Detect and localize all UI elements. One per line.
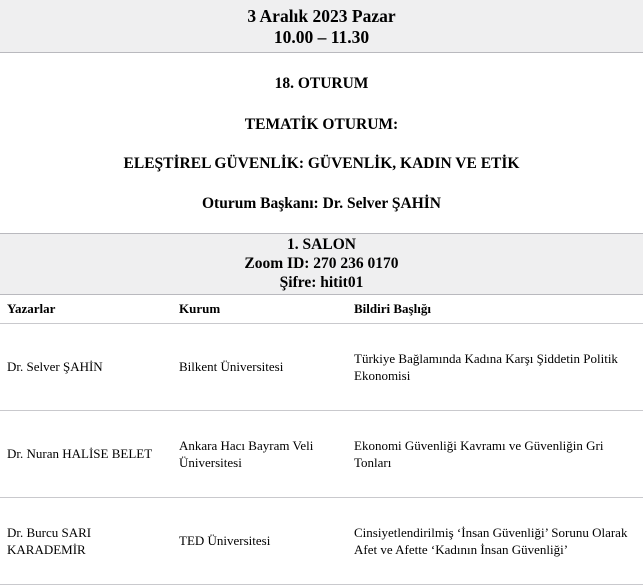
column-header-authors: Yazarlar	[0, 295, 172, 323]
table-row	[0, 410, 643, 497]
paper-title-cell: Cinsiyetlendirilmiş ‘İnsan Güvenliği’ Sorunu Olarak Afet ve Afette ‘Kadının İnsan Güvenliği’	[347, 497, 643, 584]
author-cell: Dr. Nuran HALİSE BELET	[0, 410, 172, 497]
room-name: 1. SALON	[287, 236, 356, 253]
institution-cell: Bilkent Üniversitesi	[172, 323, 347, 410]
author-cell: Dr. Selver ŞAHİN	[0, 323, 172, 410]
table-row	[0, 497, 643, 584]
paper-title-cell: Türkiye Bağlamında Kadına Karşı Şiddetin Politik Ekonomisi	[347, 323, 643, 410]
session-title: ELEŞTİREL GÜVENLİK: GÜVENLİK, KADIN VE ETİK	[123, 155, 520, 172]
table-header-row	[0, 295, 643, 323]
institution-cell: Ankara Hacı Bayram Veli Üniversitesi	[172, 410, 347, 497]
session-date: 3 Aralık 2023 Pazar	[247, 6, 396, 26]
session-type: TEMATİK OTURUM:	[244, 116, 399, 133]
session-time: 10.00 – 11.30	[273, 27, 370, 47]
zoom-password: Şifre: hitit01	[279, 274, 364, 291]
institution-cell: TED Üniversitesi	[172, 497, 347, 584]
zoom-id: Zoom ID: 270 236 0170	[244, 255, 399, 272]
speakers-table	[0, 295, 643, 585]
date-time-header	[0, 0, 643, 53]
table-row	[0, 323, 643, 410]
room-info-band	[0, 233, 643, 295]
session-chair: Oturum Başkanı: Dr. Selver ŞAHİN	[202, 195, 441, 212]
paper-title-cell: Ekonomi Güvenliği Kavramı ve Güvenliğin Gri Tonları	[347, 410, 643, 497]
column-header-institution: Kurum	[172, 295, 347, 323]
session-number: 18. OTURUM	[274, 75, 369, 92]
column-header-paper-title: Bildiri Başlığı	[347, 295, 643, 323]
author-cell: Dr. Burcu SARI KARADEMİR	[0, 497, 172, 584]
